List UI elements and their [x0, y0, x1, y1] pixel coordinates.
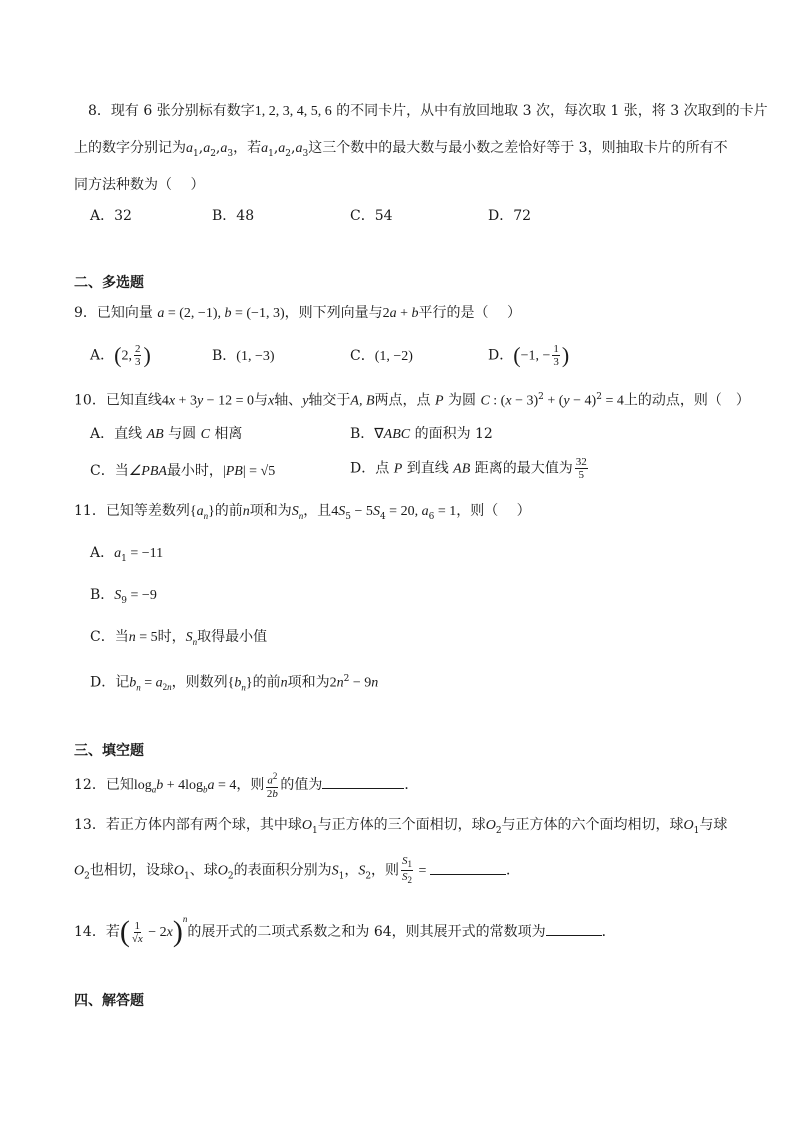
- q14-stem: 14．若( $\frac{1}{√x}$ − 2x)$^n$的展开式的二项式系数之和为 64，则其展开式的常数项为 ．: [74, 914, 616, 948]
- q13-line2: $O_2$也相切，设球$O_1$、球$O_2$的表面积分别为$S_1$，$S_2$，则 $\frac{S_1}{S_2}$ = ．: [74, 855, 520, 886]
- q11-option-c: C．当n = 5时，$S_n$取得最小值: [90, 629, 268, 647]
- q13-line1: 13．若正方体内部有两个球，其中球$O_1$与正方体的三个面相切，球$O_2$与正方体的六个面均相切，球$O_1$与球: [74, 817, 728, 836]
- q8-option-d: D．72: [488, 208, 532, 224]
- q8-line3: 同方法种数为（ ）: [74, 177, 205, 193]
- q10-stem: 10．已知直线4x + 3y − 12 = 0与x轴、y轴交于A, B两点，点 P 为圆 C : $(x - 3)^2 + (y - 4)^2 = 4$上的动点，则（ ）: [74, 392, 750, 409]
- q11-option-b: B．$S_9 = -9$: [90, 587, 157, 606]
- q9-option-c: C．(1, −2): [350, 348, 413, 364]
- q8-option-b: B．48: [212, 208, 255, 224]
- q11-option-a: A．$a_1 = -11$: [90, 545, 164, 564]
- q11-stem: 11．已知等差数列$\{a_n\}$的前n项和为$S_n$，且$4S_5 - 5S_4 = 20$, $a_6 = 1$，则（ ）: [74, 503, 531, 522]
- section-heading-fill-in: 三、填空题: [74, 743, 144, 759]
- q9-option-b: B．(1, −3): [212, 348, 275, 364]
- q10-option-b: B．∇ABC 的面积为 12: [350, 426, 493, 442]
- q9-option-a: A．(2, $\frac{2}{3}$ ): [90, 342, 151, 368]
- q11-option-d: D．记$b_n = a_{2n}$，则数列$\{b_n\}$的前n项和为$2n^2 - 9n$: [90, 674, 379, 693]
- q8-line2: 上的数字分别记为$a_1,a_2,a_3$，若$a_1,a_2,a_3$这三个数中的最大数与最小数之差恰好等于 3，则抽取卡片的所有不: [74, 140, 728, 159]
- q8-option-a: A．32: [90, 208, 132, 224]
- section-heading-solutions: 四、解答题: [74, 993, 144, 1009]
- section-heading-multiple-choice: 二、多选题: [74, 275, 144, 291]
- q10-option-d: D．点 P 到直线 AB 距离的最大值为 $\frac{32}{5}$: [350, 456, 587, 481]
- q8-option-c: C．54: [350, 208, 393, 224]
- q13-answer-blank[interactable]: [430, 860, 506, 875]
- q12-stem: 12．已知$\log_ab + 4\log_ba = 4$，则 $\frac{a^2}{2b}$ 的值为 ．: [74, 771, 419, 800]
- q12-answer-blank[interactable]: [322, 774, 404, 789]
- q10-option-c: C．当∠PBA最小时，|PB| = √5: [90, 463, 276, 479]
- q9-stem: 9．已知向量 a = (2, −1), b = (−1, 3)，则下列向量与2a + b平行的是（ ）: [74, 305, 521, 321]
- q10-option-a: A．直线 AB 与圆 C 相离: [90, 426, 243, 442]
- q8-line1: 8．现有 6 张分别标有数字1, 2, 3, 4, 5, 6 的不同卡片，从中有放回地取 3 次，每次取 1 张，将 3 次取到的卡片: [88, 103, 768, 119]
- q14-answer-blank[interactable]: [546, 921, 602, 936]
- q9-option-d: D．(−1, − $\frac{1}{3}$ ): [488, 342, 570, 368]
